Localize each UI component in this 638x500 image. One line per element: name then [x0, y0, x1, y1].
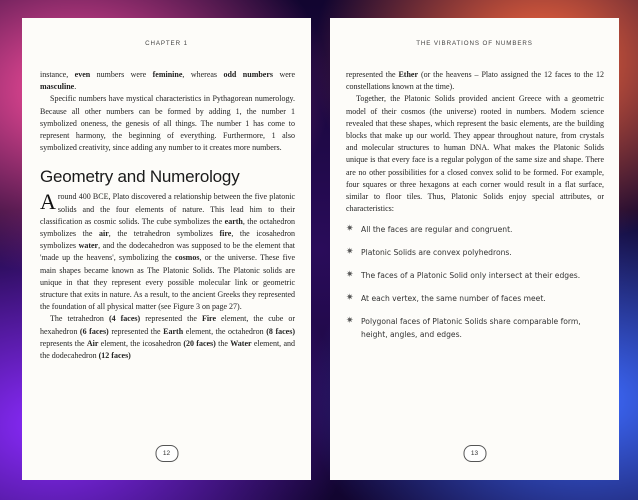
running-head: THE VIBRATIONS OF NUMBERS	[416, 40, 533, 47]
star-bullet-icon: ✷	[346, 247, 354, 258]
paragraph: instance, even numbers were feminine, whereas odd numbers were masculine.	[40, 70, 296, 92]
paragraph: represented the Ether (or the heavens – Plato assigned the 12 faces to the 12 constellations known at the time).	[346, 70, 605, 92]
body-text	[346, 69, 604, 351]
list-item: ✷ Polygonal faces of Platonic Solids share comparable form, height, angles, and edges.	[346, 316, 581, 340]
page-number: 12	[155, 445, 178, 462]
list-item: ✷ All the faces are regular and congruent.	[346, 224, 513, 235]
star-bullet-icon: ✷	[346, 293, 354, 304]
star-bullet-icon: ✷	[346, 270, 354, 281]
page-number: 13	[463, 445, 486, 462]
paragraph: Specific numbers have mystical characteristics in Pythagorean numerology. Because all other numbers can be formed by adding 1, the number 1 symbolized oneness, the genesis of all things. The number 1 has come to represent harmony, the beginning of everything. Furthermore, 1 also symbolized creativity, since adding any number to it creates more numbers.	[40, 94, 295, 153]
body-text	[40, 69, 295, 362]
star-bullet-icon: ✷	[346, 224, 354, 235]
paragraph: Together, the Platonic Solids provided ancient Greece with a geometric model of their cosmos (the universe) rooted in numbers. Modern science revealed that these shapes, which represent the basic elements, are the building blocks that make up our world. They appear throughout nature, from crystals and molecular structures to human DNA. What makes the Platonic Solids unique is that every face is a regular polygon of the same size and shape. There are no other possibilities for a closed convex solid to be formed. For example, four squares or three hexagons at each corner would result in a flat surface, similar to floor tiles. Thus, Platonic Solids enjoy special attributes, or characteristics:	[346, 94, 604, 214]
list-item: ✷ At each vertex, the same number of faces meet.	[346, 293, 546, 304]
paragraph: The tetrahedron (4 faces) represented the Fire element, the cube or hexahedron (6 faces) represented the Earth element, the octahedron (8 faces) represents the Air element, the icosahedron (20 faces) the Water element, and the dodecahedron (12 faces)	[40, 314, 296, 361]
section-heading: Geometry and Numerology	[40, 167, 240, 187]
list-item: ✷ The faces of a Platonic Solid only intersect at their edges.	[346, 270, 581, 281]
drop-cap: A	[40, 189, 56, 215]
left-page	[22, 18, 311, 480]
running-head: CHAPTER 1	[145, 40, 188, 47]
star-bullet-icon: ✷	[346, 316, 354, 327]
bullet-list	[346, 223, 604, 341]
paragraph: Around 400 BCE, Plato discovered a relationship between the five platonic solids and the four elements of nature. This lead him to their classification as cosmic solids. The cube symbolizes the earth, the octahedron symbolizes the air, the tetrahedron symbolizes fire, the icosahedron symbolizes water, and the dodecahedron was supposed to be the element that 'made up the heavens', symbolizing the cosmos, or the universe. These five main shapes became known as The Platonic Solids. The Platonic solids are unique in that they represent every possible molecular link or geometric structure that exits in nature. As a result, to the ancient Greeks they represented the foundation of all physical matter (see Figure 3 on page 27).	[40, 189, 296, 312]
list-item: ✷ Platonic Solids are convex polyhedrons.	[346, 247, 512, 258]
right-page	[330, 18, 619, 480]
